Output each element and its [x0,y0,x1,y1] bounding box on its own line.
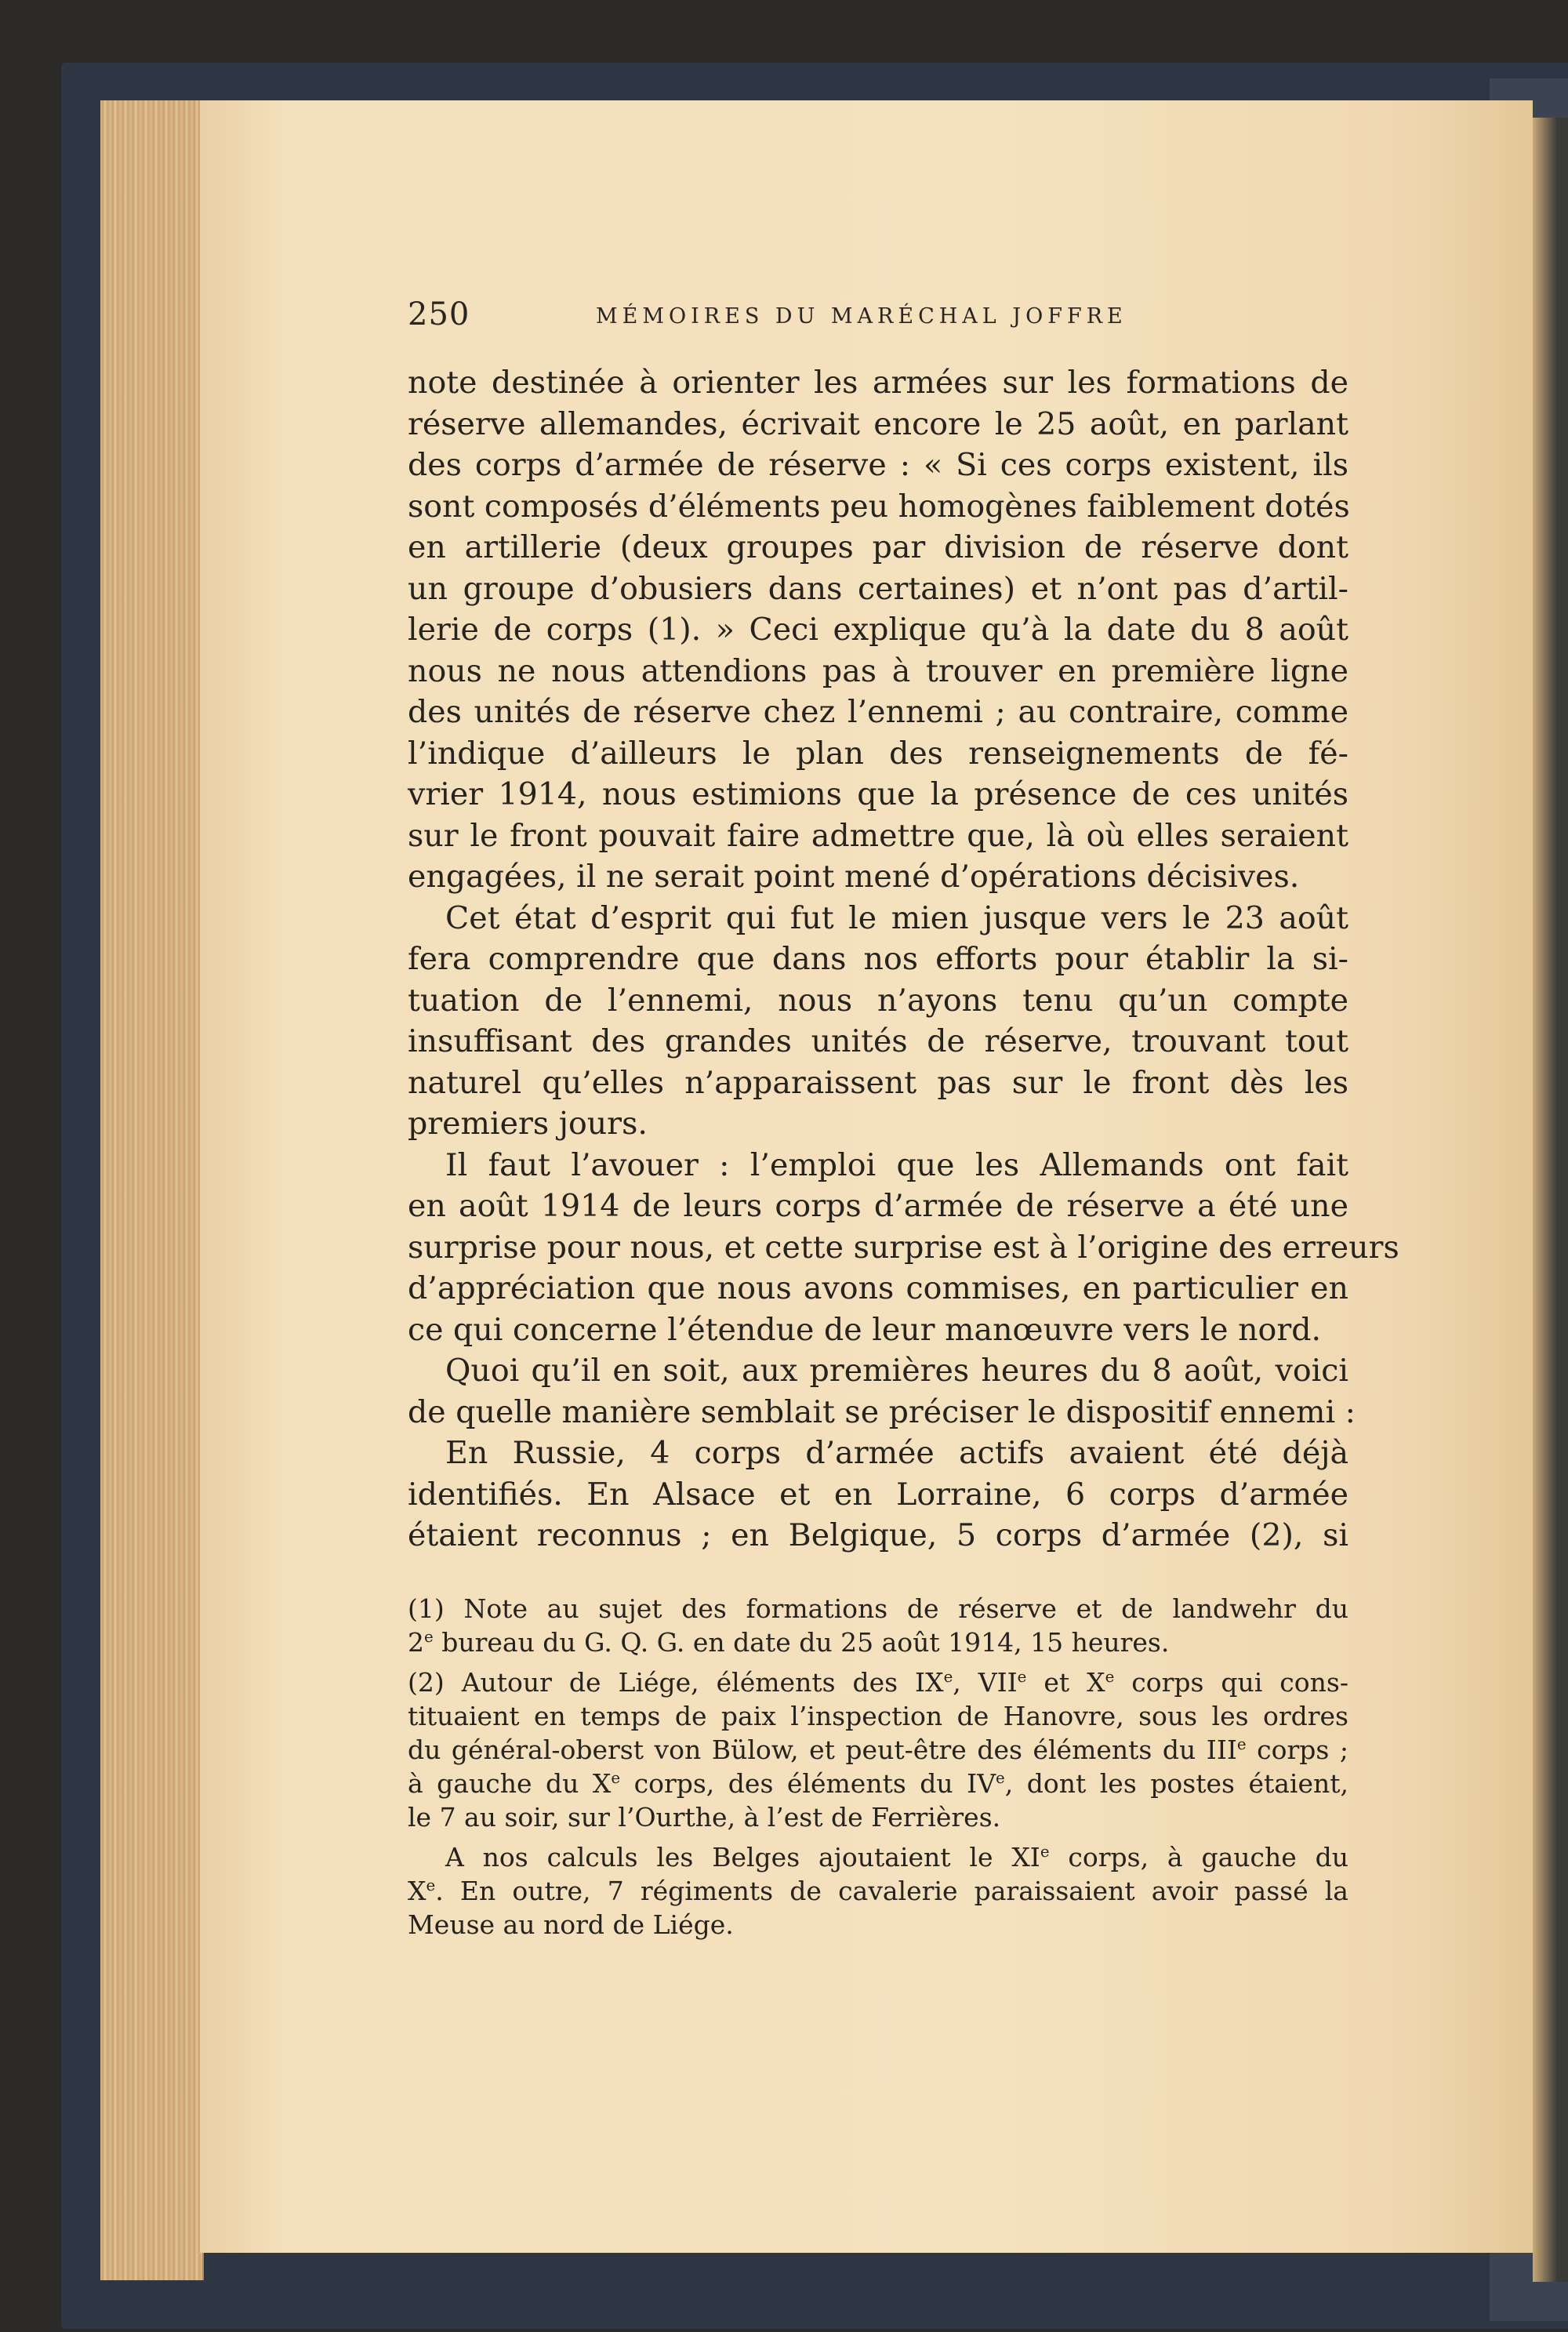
footnotes [408,1592,1348,1942]
body-line: En Russie, 4 corps d’armée actifs avaient été déjà [445,1435,1348,1471]
body-line: d’appréciation que nous avons commises, en particulier en [408,1270,1348,1306]
page-number: 250 [408,296,470,332]
footnote-2-line: à gauche du Xe corps, des éléments du IVe, dont les postes étaient, [408,1768,1348,1799]
footnote-1-line: (1) Note au sujet des formations de réserve et de landwehr du [408,1593,1348,1624]
body-line: de quelle manière semblait se préciser le dispositif ennemi : [408,1393,1356,1430]
running-head: MÉMOIRES DU MARÉCHAL JOFFRE [596,304,1127,329]
footnote-2-line: le 7 au soir, sur l’Ourthe, à l’est de Ferrières. [408,1802,1001,1833]
book-gutter [1533,118,1568,2282]
body-line: sur le front pouvait faire admettre que, là où elles seraient [408,817,1348,854]
body-line: nous ne nous attendions pas à trouver en première ligne [408,652,1348,689]
footnote-3-line: Xe. En outre, 7 régiments de cavalerie paraissaient avoir passé la [408,1876,1348,1906]
body-line: fera comprendre que dans nos efforts pour établir la si- [408,941,1348,977]
body-line: premiers jours. [408,1106,648,1142]
body-line: Il faut l’avouer : l’emploi que les Allemands ont fait [445,1146,1348,1183]
body-line: surprise pour nous, et cette surprise est à l’origine des erreurs [408,1229,1399,1266]
page-header [408,296,1348,343]
body-line: en août 1914 de leurs corps d’armée de réserve a été une [408,1188,1348,1224]
body-line: en artillerie (deux groupes par division de réserve dont [408,529,1348,565]
footnote-2-line: (2) Autour de Liége, éléments des IXe, VIIe et Xe corps qui cons- [408,1667,1348,1698]
body-line: l’indique d’ailleurs le plan des renseignements de fé- [408,735,1348,772]
body-line: tuation de l’ennemi, nous n’ayons tenu qu’un compte [408,982,1348,1019]
body-line: des corps d’armée de réserve : « Si ces corps existent, ils [408,447,1348,483]
page-edges [100,100,204,2280]
body-line: sont composés d’éléments peu homogènes faiblement dotés [408,488,1350,525]
footnote-3-line: A nos calculs les Belges ajoutaient le XIe corps, à gauche du [445,1842,1348,1873]
body-line: insuffisant des grandes unités de réserve, trouvant tout [408,1023,1348,1059]
body-line: engagées, il ne serait point mené d’opérations décisives. [408,859,1300,895]
body-line: ce qui concerne l’étendue de leur manœuvre vers le nord. [408,1311,1322,1348]
body-line: des unités de réserve chez l’ennemi ; au contraire, comme [408,694,1348,730]
body-line: un groupe d’obusiers dans certaines) et n’ont pas d’artil- [408,570,1348,607]
body-line: réserve allemandes, écrivait encore le 25 août, en parlant [408,405,1348,442]
footnote-2-line: du général-oberst von Bülow, et peut-être des éléments du IIIe corps ; [408,1734,1348,1765]
body-line: étaient reconnus ; en Belgique, 5 corps d’armée (2), si [408,1517,1348,1553]
body-line: Cet état d’esprit qui fut le mien jusque vers le 23 août [445,899,1348,936]
body-line: vrier 1914, nous estimions que la présence de ces unités [408,776,1348,812]
body-line: note destinée à orienter les armées sur les formations de [408,365,1348,401]
footnote-1-line: 2e bureau du G. Q. G. en date du 25 août 1914, 15 heures. [408,1627,1170,1658]
body-line: Quoi qu’il en soit, aux premières heures du 8 août, voici [445,1353,1348,1389]
body-line: naturel qu’elles n’apparaissent pas sur le front dès les [408,1064,1348,1101]
footnote-2-line: tituaient en temps de paix l’inspection de Hanovre, sous les ordres [408,1701,1348,1731]
body-text [408,362,1399,1556]
body-line: lerie de corps (1). » Ceci explique qu’à la date du 8 août [408,612,1348,648]
body-line: identifiés. En Alsace et en Lorraine, 6 corps d’armée [408,1476,1348,1513]
footnote-3-line: Meuse au nord de Liége. [408,1909,734,1940]
